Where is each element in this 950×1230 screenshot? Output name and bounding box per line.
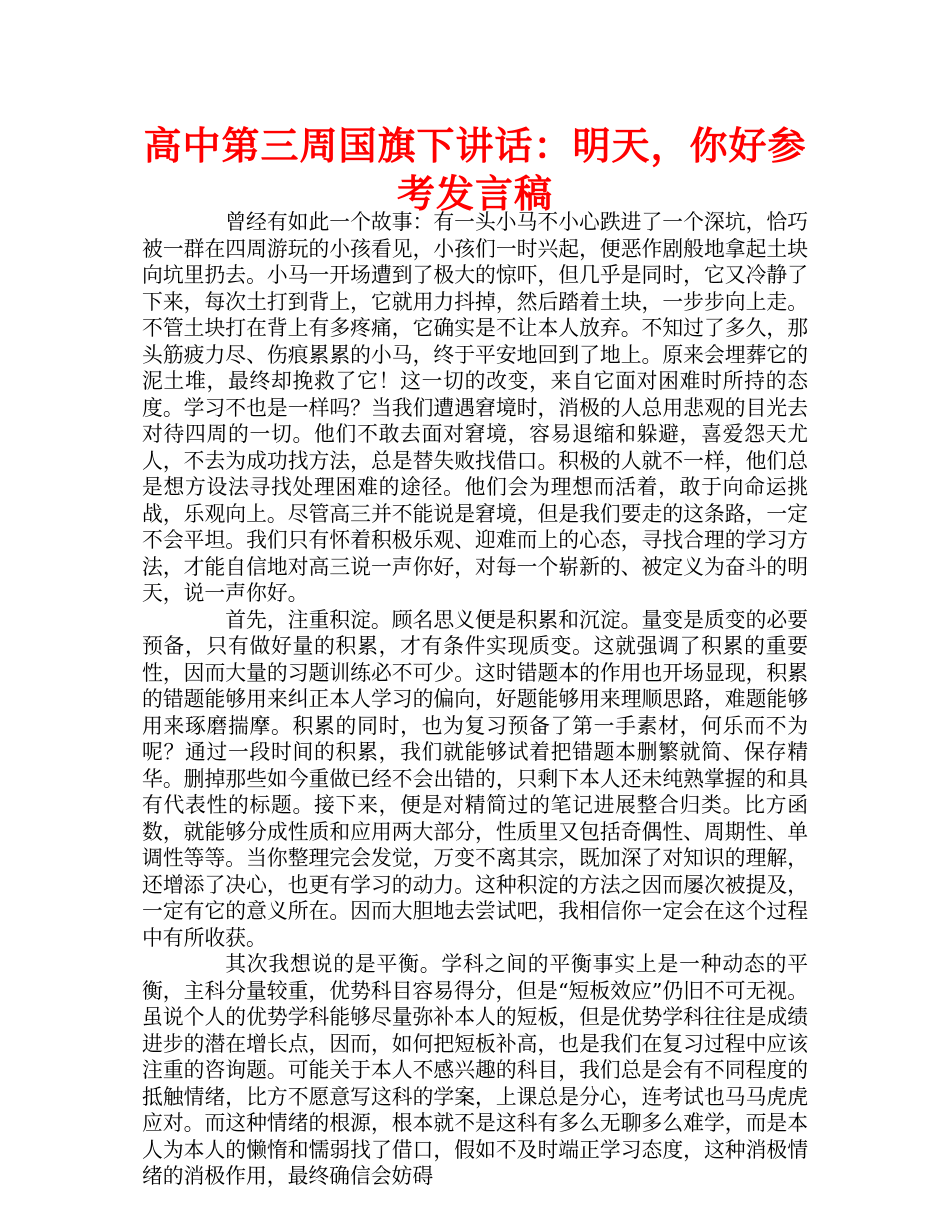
paragraph-1: 曾经有如此一个故事：有一头小马不小心跌进了一个深坑，恰巧被一群在四周游玩的小孩看见，小孩们一时兴起，便恶作剧般地拿起土块向坑里扔去。小马一开场遭到了极大的惊吓，但几乎是同时，它又冷静了下来，每次土打到背上，它就用力抖掉，然后踏着土块，一步步向上走。不管土块打在背上有多疼痛，它确实是不让本人放弃。不知过了多久，那头筋疲力尽、伤痕累累的小马，终于平安地回到了地上。原来会埋葬它的泥土堆，最终却挽救了它！这一切的改变，来自它面对困难时所持的态度。学习不也是一样吗？当我们遭遇窘境时，消极的人总用悲观的目光去对待四周的一切。他们不敢去面对窘境，容易退缩和躲避，喜爱怨天尤人，不去为成功找方法，总是替失败找借口。积极的人就不一样，他们总是想方设法寻找处理困难的途径。他们会为理想而活着，敢于向命运挑战，乐观向上。尽管高三并不能说是窘境，但是我们要走的这条路，一定不会平坦。我们只有怀着积极乐观、迎难而上的心态，寻找合理的学习方法，才能自信地对高三说一声你好，对每一个崭新的、被定义为奋斗的明天，说一声你好。 (142, 210, 808, 605)
document-body (142, 209, 808, 1190)
paragraph-3: 其次我想说的是平衡。学科之间的平衡事实上是一种动态的平衡，主科分量较重，优势科目容易得分，但是“短板效应”仍旧不可无视。虽说个人的优势学科能够尽量弥补本人的短板，但是优势学科往往是成绩进步的潜在增长点，因而，如何把短板补高，也是我们在复习过程中应该注重的咨询题。可能关于本人不感兴趣的科目，我们总是会有不同程度的抵触情绪，比方不愿意写这科的学案，上课总是分心，连考试也马马虎虎应对。而这种情绪的根源，根本就不是这科有多么无聊多么难学，而是本人为本人的懒惰和懦弱找了借口，假如不及时端正学习态度，这种消极情绪的消极作用，最终确信会妨碍 (142, 952, 808, 1188)
document-title: 高中第三周国旗下讲话：明天，你好参考发言稿 (143, 124, 807, 216)
paragraph-2: 首先，注重积淀。顾名思义便是积累和沉淀。量变是质变的必要预备，只有做好量的积累，才有条件实现质变。这就强调了积累的重要性，因而大量的习题训练必不可少。这时错题本的作用也开场显现，积累的错题能够用来纠正本人学习的偏向，好题能够用来理顺思路，难题能够用来琢磨揣摩。积累的同时，也为复习预备了第一手素材，何乐而不为呢？通过一段时间的积累，我们就能够试着把错题本删繁就简、保存精华。删掉那些如今重做已经不会出错的，只剩下本人还未纯熟掌握的和具有代表性的标题。接下来，便是对精简过的笔记进展整合归类。比方函数，就能够分成性质和应用两大部分，性质里又包括奇偶性、周期性、单调性等等。当你整理完会发觉，万变不离其宗，既加深了对知识的理解，还增添了决心，也更有学习的动力。这种积淀的方法之因而屡次被提及，一定有它的意义所在。因而大胆地去尝试吧，我相信你一定会在这个过程中有所收获。 (142, 607, 808, 950)
